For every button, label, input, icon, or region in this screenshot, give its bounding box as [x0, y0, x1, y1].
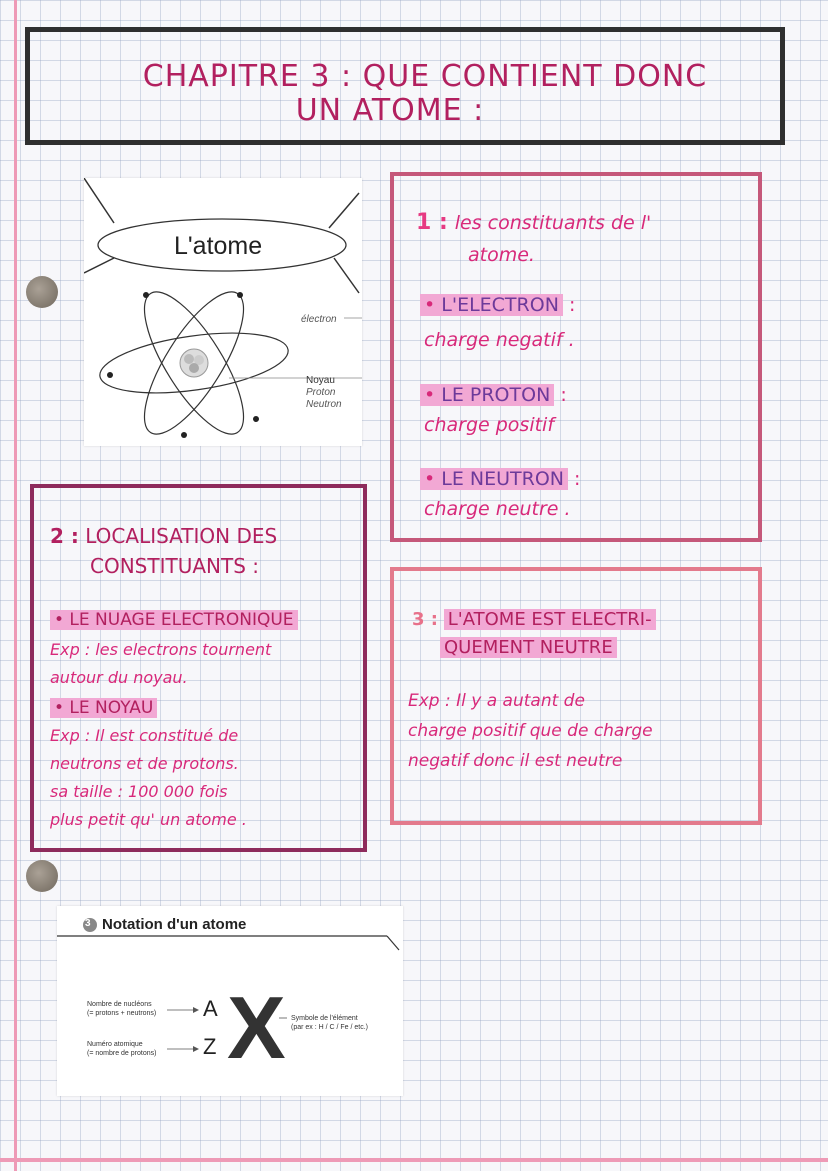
symbol-label-1: Symbole de l'élément [291, 1015, 358, 1022]
section-constituents-box [390, 172, 762, 542]
section3-line3: negatif donc il est neutre [408, 751, 623, 771]
neutron-title: LE NEUTRON [441, 468, 564, 490]
atomic-number-label-2: (= nombre de protons) [87, 1050, 157, 1057]
nucleus-item [50, 698, 157, 718]
label-electron: électron [301, 314, 337, 325]
cloud-line1: Exp : les electrons tournent [50, 640, 272, 659]
section3-line1: Exp : Il y a autant de [408, 691, 585, 711]
section3-heading [412, 609, 656, 630]
label-neutron: Neutron [306, 399, 342, 410]
section1-heading-line2: atome. [468, 244, 535, 266]
chapter-title-box [25, 27, 785, 145]
bullet: • [424, 468, 436, 490]
electron-item [420, 294, 575, 316]
section2-heading-line2: CONSTITUANTS : [90, 554, 259, 578]
section-neutral-box [390, 567, 762, 825]
section1-heading [416, 210, 651, 235]
symbol-label-2: (par ex : H / C / Fe / etc.) [291, 1024, 369, 1031]
section2-heading [50, 524, 277, 548]
cloud-title: • LE NUAGE ELECTRONIQUE [50, 610, 298, 630]
binder-hole-icon [26, 276, 58, 308]
atomic-number-label-1: Numéro atomique [87, 1041, 143, 1048]
section-localisation-box [30, 484, 367, 852]
atom-notation-card [57, 906, 403, 1096]
proton-title: LE PROTON [441, 384, 551, 406]
notation-title: Notation d'un atome [102, 916, 247, 933]
nucleus-line3: sa taille : 100 000 fois [50, 782, 228, 801]
proton-desc: charge positif [424, 414, 555, 436]
nucleus-line4: plus petit qu' un atome . [50, 810, 247, 829]
element-symbol-X: X [227, 978, 286, 1077]
atom-diagram-card [84, 178, 362, 446]
section3-number: 3 : [412, 609, 438, 630]
nucleus-line1: Exp : Il est constitué de [50, 726, 239, 745]
bullet: • [424, 294, 436, 316]
cloud-item [50, 610, 298, 630]
label-noyau: Noyau [306, 375, 335, 386]
label-proton: Proton [306, 387, 336, 398]
section2-number: 2 : [50, 524, 79, 548]
bottom-margin-line [0, 1158, 828, 1162]
section3-heading-line1: L'ATOME EST ELECTRI- [444, 609, 656, 630]
section3-heading-line2: QUEMENT NEUTRE [440, 637, 617, 658]
neutron-desc: charge neutre . [424, 498, 571, 520]
electron-colon: : [568, 294, 576, 316]
neutron-colon: : [574, 468, 581, 490]
bullet: • [424, 384, 436, 406]
section1-heading-line1: les constituants de l' [454, 212, 652, 234]
electron-title: L'ELECTRON [441, 294, 559, 316]
nucleus-title: • LE NOYAU [50, 698, 157, 718]
electron-desc: charge negatif . [424, 329, 575, 351]
margin-line [14, 0, 17, 1171]
chapter-title-line2: UN ATOME : [295, 93, 485, 128]
section2-heading-line1: LOCALISATION DES [85, 524, 278, 548]
neutron-item [420, 468, 580, 490]
chapter-title-line1: CHAPITRE 3 : QUE CONTIENT DONC [142, 59, 708, 94]
section3-line2: charge positif que de charge [408, 721, 653, 741]
nucleons-label-2: (= protons + neutrons) [87, 1010, 157, 1017]
cloud-line2: autour du noyau. [50, 668, 188, 687]
nucleons-label-1: Nombre de nucléons [87, 1001, 152, 1008]
mass-number-A: A [203, 996, 218, 1021]
notation-number-icon: 3 [85, 918, 91, 929]
nucleus-line2: neutrons et de protons. [50, 754, 239, 773]
section1-number: 1 : [416, 210, 448, 235]
atom-diagram-title: L'atome [174, 232, 263, 260]
section3-heading-line2-wrap [440, 637, 617, 658]
binder-hole-icon [26, 860, 58, 892]
proton-item [420, 384, 567, 406]
atomic-number-Z: Z [203, 1034, 217, 1059]
proton-colon: : [560, 384, 567, 406]
